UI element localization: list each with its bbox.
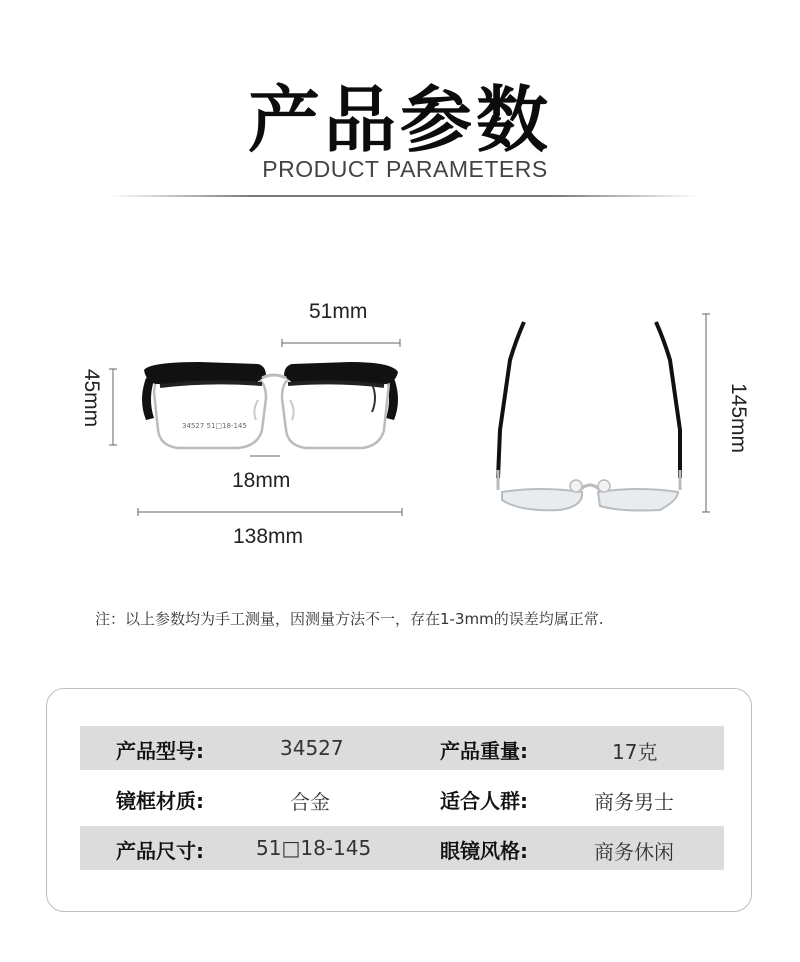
lens-width-label: 51mm [309, 300, 368, 323]
spec-label: 产品尺寸: [116, 839, 204, 863]
spec-row-2 [80, 776, 724, 820]
spec-label: 产品重量: [440, 739, 528, 763]
front-view-glasses [142, 362, 398, 448]
frame-imprint: 34527 51□18-145 [182, 422, 247, 430]
page-subtitle: PRODUCT PARAMETERS [262, 156, 548, 182]
spec-row-3 [80, 826, 724, 870]
spec-value: 商务休闲 [594, 840, 674, 864]
top-view-glasses [498, 322, 680, 511]
lens-height-label: 45mm [80, 368, 103, 428]
spec-value: 34527 [280, 736, 344, 760]
frame-width-label: 138mm [233, 525, 304, 548]
spec-value: 51□18-145 [256, 836, 372, 860]
spec-value: 合金 [290, 790, 330, 814]
spec-label: 产品型号: [116, 739, 204, 763]
measurement-note: 注：以上参数均为手工测量，因测量方法不一，存在1-3mm的误差均属正常. [95, 610, 604, 628]
page-title: 产品参数 [247, 77, 552, 162]
spec-label: 镜框材质: [116, 789, 204, 813]
spec-value: 17克 [612, 740, 658, 764]
spec-row-1 [80, 726, 724, 770]
bridge-width-label: 18mm [232, 469, 291, 492]
spec-label: 适合人群: [440, 789, 528, 813]
temple-length-label: 145mm [727, 382, 750, 454]
spec-value: 商务男士 [594, 790, 674, 814]
spec-label: 眼镜风格: [440, 839, 528, 863]
